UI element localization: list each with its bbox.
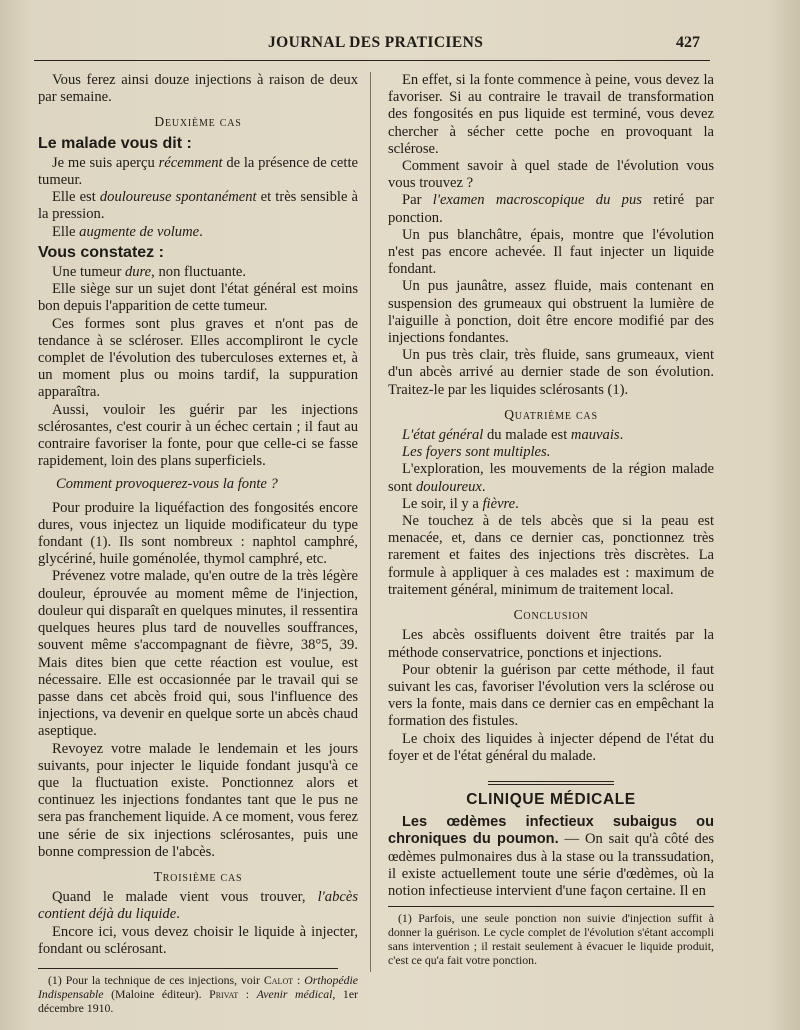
paragraph-encore: Encore ici, vous devez choisir le liquide à injecter, fondant ou sclérosant. [38, 923, 358, 957]
footnote-left: (1) Pour la technique de ces injections, voir Calot : Orthopédie Indispensable (Maloine éditeur). Privat : Avenir médical, 1er décembre 1910. [38, 972, 358, 1015]
paragraph-soir: Le soir, il y a fièvre. [402, 495, 519, 512]
header-rule [34, 60, 710, 61]
paragraph-aussi: Aussi, vouloir les guérir par les injections sclérosantes, c'est courir à un échec certain ; il faut au contraire favoriser la fonte, pour que celle-ci se fasse rapidement, loin des plans superficiels. [38, 401, 358, 470]
clinique-section [388, 781, 714, 808]
paragraph-prevenez: Prévenez votre malade, qu'en outre de la très légère douleur, éprouvée au moment même de l'injection, douleur qui disparaît en quelques minutes, il ressentira quelques heures plus tard de nouvelles souffrances, souvent même s'accompagnant de fièvre, 38°5, 39. Mais dites bien que cette réaction est voulue, est nécessaire. Elle est occasionnée par le travail qui se passe dans cet abcès froid qui, sous l'influence des injections, va devenir en quelque sorte un abcès chaud aseptique. [38, 568, 358, 740]
section-heading-troisieme-cas: Troisième cas [153, 868, 243, 884]
paragraph-etat-general: L'état général du malade est mauvais. [402, 427, 624, 444]
intro-paragraph: Vous ferez ainsi douze injections à raison de deux par semaine. [38, 72, 358, 106]
double-rule [488, 781, 614, 785]
paragraph-siege: Elle siège sur un sujet dont l'état général est moins bon depuis l'apparition de cette tumeur. [38, 281, 358, 315]
paragraph-quand: Quand le malade vient vous trouver, l'abcès contient déjà du liquide. [38, 889, 358, 923]
paragraph-examen: Par l'examen macroscopique du pus retiré par ponction. [388, 192, 714, 226]
paragraph-foyers: Les foyers sont multiples. [402, 444, 551, 461]
subheading-malade-dit: Le malade vous dit : [38, 134, 192, 152]
paragraph-choix: Le choix des liquides à injecter dépend de l'état du foyer et de l'état général du malade. [388, 730, 714, 764]
right-column [388, 72, 714, 967]
subheading-vous-constatez: Vous constatez : [38, 243, 164, 261]
column-divider [370, 72, 371, 972]
paragraph-effet: En effet, si la fonte commence à peine, vous devez la favoriser. Si au contraire le travail de transformation des fongosités en pus liquide est terminé, vous devez chercher à sécher cette poche en provoquant la sclérose. [388, 72, 714, 157]
paragraph-formes: Ces formes sont plus graves et n'ont pas de tendance à se scléroser. Elles accompliront le cycle complet de l'évolution des tuberculoses externes et, à un moment plus ou moins tardif, la suppuration apparaîtra. [38, 315, 358, 401]
paragraph-oedemes: Les œdèmes infectieux subaigus ou chroniques du poumon. — On sait qu'à côté des œdèmes pulmonaires dus à la stase ou la transsudation, il existe actuellement toute une série d'œdèmes, où la notion infectieuse intervient d'une façon certaine. Il en [388, 814, 714, 899]
journal-title: JOURNAL DES PRATICIENS [268, 34, 484, 51]
paragraph-exploration: L'exploration, les mouvements de la région malade sont douloureux. [388, 461, 714, 495]
paragraph-pus-blanchatre: Un pus blanchâtre, épais, montre que l'évolution n'est pas encore achevée. Il faut injecter un liquide fondant. [388, 226, 714, 278]
clinique-medicale-title: CLINIQUE MÉDICALE [466, 790, 636, 808]
question-fonte: Comment provoquerez-vous la fonte ? [56, 476, 278, 493]
left-column [38, 72, 358, 1015]
page-number: 427 [676, 34, 700, 51]
section-heading-quatrieme-cas: Quatrième cas [504, 406, 598, 422]
paragraph-douloureuse: Elle est douloureuse spontanément et très sensible à la pression. [38, 189, 358, 223]
footnote-right: (1) Parfois, une seule ponction non suivie d'injection suffit à donner la guérison. Le cycle complet de l'évolution s'étant accompli sans intervention ; il restait seulement à évacuer le liquide produit, c'est ce qu'a fait votre ponction. [388, 911, 714, 968]
footnote-rule-left [38, 968, 338, 969]
paragraph-apercu: Je me suis aperçu récemment de la présence de cette tumeur. [38, 154, 358, 189]
footnote-rule-right [388, 906, 714, 907]
paragraph-obtenir: Pour obtenir la guérison par cette méthode, il faut suivant les cas, favoriser l'évolution vers la sclérose ou vers la fonte, mais dans ce dernier cas en empêchant la formation des fistules. [388, 661, 714, 730]
paragraph-produire: Pour produire la liquéfaction des fongosités encore dures, vous injectez un liquide modificateur du type fondant (1). Ils sont nombreux : naphtol camphré, glycériné, huile goménolée, thymol camphré, etc. [38, 499, 358, 568]
paragraph-pus-jaunatre: Un pus jaunâtre, assez fluide, mais contenant en suspension des grumeaux qui obstruent la lumière de l'aiguille à ponction, doit être encore modifié par des injections fondantes. [388, 278, 714, 347]
section-heading-conclusion: Conclusion [513, 607, 589, 623]
section-heading-deuxieme-cas: Deuxième cas [154, 114, 242, 130]
paragraph-comment-savoir: Comment savoir à quel stade de l'évolution vous vous trouvez ? [388, 158, 714, 192]
paragraph-pus-clair: Un pus très clair, très fluide, sans grumeaux, vient d'un abcès arrivé au dernier stade de son évolution. Traitez-le par les liquides sclérosants (1). [388, 347, 714, 398]
paragraph-touchez: Ne touchez à de tels abcès que si la peau est menacée, et, dans ce dernier cas, ponctionnez très rarement et faites des injections très discrètes. La formule à appliquer à ces malades est : maximum de traitement général, minimum de traitement local. [388, 513, 714, 598]
paragraph-ossifluents: Les abcès ossifluents doivent être traités par la méthode conservatrice, ponctions et injections. [388, 627, 714, 661]
paragraph-augmente: Elle augmente de volume. [52, 223, 203, 240]
page-header [0, 34, 800, 58]
paragraph-revoyez: Revoyez votre malade le lendemain et les jours suivants, pour injecter le liquide fondant jusqu'à ce que la fluctuation existe. Ponctionnez alors et continuez les injections fondantes tant que le pus ne sera pas franchement liquide. A ce moment, vous ferez une série de six injections sclérosantes, puis une bonne compression de l'abcès. [38, 740, 358, 860]
paragraph-tumeur: Une tumeur dure, non fluctuante. [52, 264, 247, 281]
